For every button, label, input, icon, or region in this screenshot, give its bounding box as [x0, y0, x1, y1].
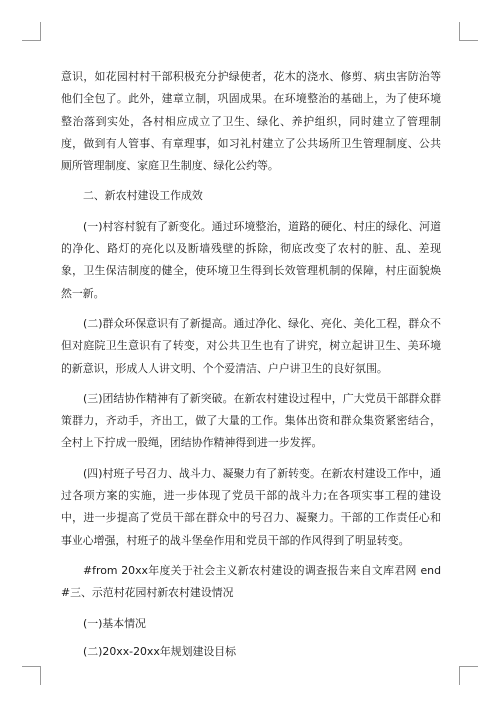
paragraph-item-2: (二)群众环保意识有了新提高。通过净化、绿化、亮化、美化工程，群众不但对庭院卫生意识有了转变，对公共卫生也有了讲究，树立起讲卫生、美环境的新意识，形成人人讲文明、个个爱清洁、户户讲卫生的良好氛围。	[61, 316, 441, 375]
crop-mark-top-left	[22, 22, 41, 41]
subheading-plan-goals: (二)20xx-20xx年规划建设目标	[83, 644, 237, 658]
paragraph-item-1: (一)村容村貌有了新变化。通过环境整治，道路的硬化、村庄的绿化、河道的净化、路灯的亮化以及断墙残壁的拆除，彻底改变了农村的脏、乱、差现象，卫生保洁制度的健全，使环境卫生得到长效管理机制的保障，村庄面貌焕然一新。	[61, 219, 441, 300]
crop-mark-bottom-left	[22, 666, 41, 685]
crop-mark-bottom-right	[459, 666, 478, 685]
paragraph-item-3: (三)团结协作精神有了新突破。在新农村建设过程中，广大党员干部群众群策群力，齐动手，齐出工，做了大量的工作。集体出资和群众集资紧密结合，全村上下拧成一股绳，团结协作精神得到进一步发挥。	[61, 391, 441, 450]
paragraph-continuation: 意识，如花园村村干部积极充分护绿使者，花木的浇水、修剪、病虫害防治等他们全包了。此外，建章立制，巩固成果。在环境整治的基础上，为了使环境整治落到实处，各村相应成立了卫生、绿化、养护组织，同时建立了管理制度，做到有人管事、有章理事，如习礼村建立了公共场所卫生管理制度、公共厕所管理制度、家庭卫生制度、绿化公约等。	[61, 70, 441, 173]
paragraph-item-4: (四)村班子号召力、战斗力、凝聚力有了新转变。在新农村建设工作中，通过各项方案的实施，进一步体现了党员干部的战斗力;在各项实事工程的建设中，进一步提高了党员干部在群众中的号召力、凝聚力。干部的工作责任心和事业心增强，村班子的战斗堡垒作用和党员干部的作风得到了明显转变。	[61, 466, 441, 547]
crop-mark-top-right	[459, 22, 478, 41]
document-body	[61, 66, 441, 669]
section-heading-2: 二、新农村建设工作成效	[83, 189, 203, 203]
section-heading-3: #from 20xx年度关于社会主义新农村建设的调查报告来自文库君网 end#三、示范村花园村新农村建设情况	[61, 563, 441, 600]
subheading-basic-info: (一)基本情况	[83, 616, 146, 630]
